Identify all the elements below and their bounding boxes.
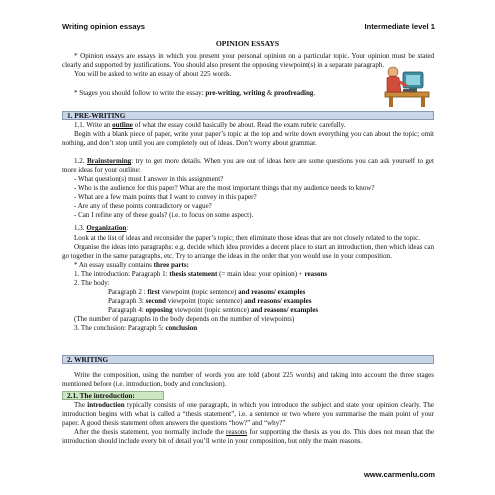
footer-url[interactable]: www.carmenlu.com xyxy=(363,470,435,479)
header-left: Writing opinion essays xyxy=(62,22,145,31)
part-introduction: 1. The introduction: Paragraph 1: thesis statement (= main idea: your opinion) + reasons xyxy=(74,269,328,278)
stage-proofreading: proofreading xyxy=(274,89,314,97)
stage-writing: writing xyxy=(243,89,266,97)
stages-paragraph: * Stages you should follow to write the essay: pre-writing, writing & proofreading. xyxy=(74,89,316,97)
body-paragraph-3: Paragraph 3: second viewpoint (topic sentence) and reasons/ examples xyxy=(108,296,312,305)
subsection-heading-introduction: 2.1. The introduction: xyxy=(62,391,164,400)
part-conclusion: 3. The conclusion: Paragraph 5: conclusion xyxy=(74,323,198,332)
section-writing xyxy=(62,401,434,446)
brainstorming-paragraph: 1.2. Brainstorming: try to get more details. When you are out of ideas here are some questions you can ask yourself to get more ideas for your outline: xyxy=(62,157,434,175)
section-heading-prewriting: 1. PRE-WRITING xyxy=(62,111,434,120)
outline-paragraph: 1.1. Write an outline of what the essay could basically be about. Read the exam rubric carefully. xyxy=(74,121,346,129)
body-paragraph-2: Paragraph 2 : first viewpoint (topic sentence) and reasons/ examples xyxy=(108,287,306,296)
organization-paragraph-2: Organise the ideas into paragraphs: e.g. decide which idea provides a decent place to start an introduction, then which ideas can go together in the same paragraphs, etc. Try to arrange the ideas in the order that you would use in your composition. xyxy=(62,242,434,260)
question-2: - Who is the audience for this paper? What are the most important things that my audience needs to know? xyxy=(74,184,375,193)
writing-paragraph: Write the composition, using the number of words you are told (about 225 words) and taking into account the three stages mentioned before (i.e. introduction, body and conclusion). xyxy=(62,371,434,389)
intro-paragraph-1: * Opinion essays are essays in which you present your personal opinion on a particular topic. Your opinion must be stated clearly and supported by justifications. You should also present the opposing viewpoint(s) in a separate paragraph. xyxy=(62,52,434,70)
reasons-paragraph: After the thesis statement, you normally include the reasons for supporting the thesis as you do. This does not mean that the introduction should include every bit of detail you’ll write in your composition, but only the main reasons. xyxy=(62,428,434,446)
organization-paragraph-1: Look at the list of ideas and reconsider the paper’s topic; then eliminate those ideas that are not closely related to the topic. xyxy=(74,233,421,242)
outline-detail: Begin with a blank piece of paper, write your paper’s topic at the top and write down everything you can about the topic; omit nothing, and don’t stop until you are completely out of ideas. Don’t worry about grammar. xyxy=(62,130,434,148)
intro-block xyxy=(62,52,434,79)
section-heading-writing: 2. WRITING xyxy=(62,355,434,364)
intro-paragraph-2: You will be asked to write an essay of about 225 words. xyxy=(74,70,232,79)
introduction-paragraph: The introduction typically consists of one paragraph, in which you introduce the subject and state your opinion clearly. The introduction begins with what is called a “thesis statement”, i.e. a sentence or two where you summarise the main point of your paper. A good thesis statement often answers the questions “how?” and “why?” xyxy=(62,401,435,428)
body-paragraph-4: Paragraph 4: opposing viewpoint (topic sentence) and reasons/ examples xyxy=(108,305,319,314)
page-title: OPINION ESSAYS xyxy=(215,39,280,48)
parts-intro: * An essay usually contains three parts: xyxy=(74,260,189,269)
stage-prewriting: pre-writing xyxy=(205,89,240,97)
section-prewriting xyxy=(62,121,434,333)
question-4: - Are any of these points contradictory or vague? xyxy=(74,202,212,211)
organization-heading: 1.3. Organization: xyxy=(74,224,129,233)
question-1: - What question(s) must I answer in this assignment? xyxy=(74,175,224,184)
question-3: - What are a few main points that I want to convey in this paper? xyxy=(74,193,257,202)
part-body: 2. The body: xyxy=(74,278,110,287)
header-right: Intermediate level 1 xyxy=(364,22,435,31)
body-note: (The number of paragraphs in the body depends on the number of viewpoints) xyxy=(74,314,295,323)
question-5: - Can I refine any of these goals? (i.e. to focus on some aspect). xyxy=(74,211,254,220)
